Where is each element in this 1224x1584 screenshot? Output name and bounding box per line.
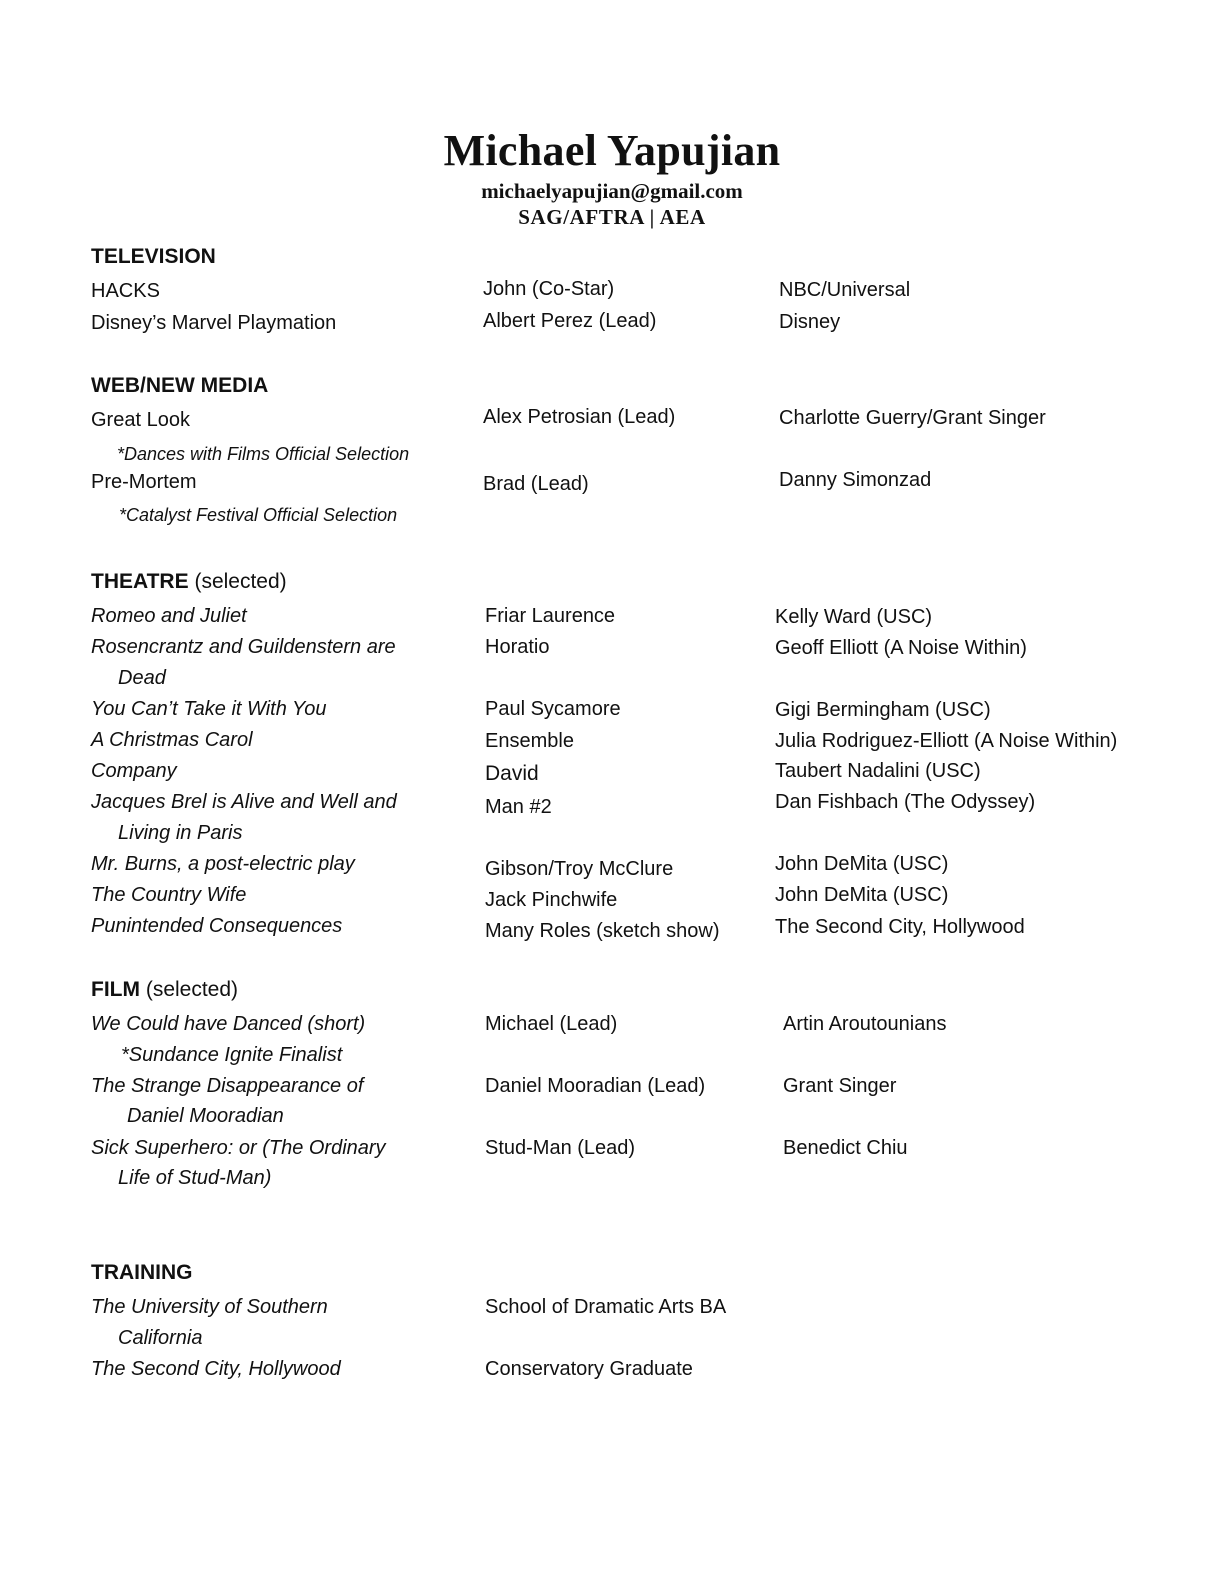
section-heading-web: WEB/NEW MEDIA: [91, 374, 269, 397]
theatre-role: Many Roles (sketch show): [485, 920, 720, 942]
tv-credit: Disney: [779, 311, 841, 333]
theatre-role: Gibson/Troy McClure: [485, 858, 674, 880]
section-heading-television: TELEVISION: [91, 245, 216, 268]
theatre-role: Friar Laurence: [485, 605, 616, 627]
section-subtitle: (selected): [145, 978, 239, 1001]
web-project: Pre-Mortem: [91, 471, 197, 493]
theatre-credit: John DeMita (USC): [775, 853, 949, 875]
film-credit: Grant Singer: [783, 1075, 897, 1097]
tv-role: Albert Perez (Lead): [483, 310, 657, 332]
tv-credit: NBC/Universal: [779, 279, 911, 301]
web-role: Alex Petrosian (Lead): [483, 406, 676, 428]
tv-project: Disney’s Marvel Playmation: [91, 312, 337, 334]
theatre-role: David: [485, 762, 539, 785]
theatre-project: Mr. Burns, a post-electric play: [91, 853, 355, 875]
section-heading-training: TRAINING: [91, 1261, 193, 1284]
tv-project: HACKS: [91, 280, 160, 302]
web-festival-note: *Catalyst Festival Official Selection: [119, 505, 398, 525]
film-project-continued: Daniel Mooradian: [127, 1105, 284, 1127]
theatre-role: Paul Sycamore: [485, 698, 621, 720]
film-credit: Benedict Chiu: [783, 1137, 908, 1159]
theatre-project: Romeo and Juliet: [91, 605, 247, 627]
theatre-role: Horatio: [485, 636, 550, 658]
theatre-project: Company: [91, 760, 177, 782]
training-program: School of Dramatic Arts BA: [485, 1296, 727, 1318]
film-festival-note: *Sundance Ignite Finalist: [121, 1044, 343, 1066]
theatre-credit: Gigi Bermingham (USC): [775, 699, 991, 721]
section-heading-film: [91, 976, 238, 1004]
theatre-credit: Taubert Nadalini (USC): [775, 760, 981, 782]
theatre-credit: Dan Fishbach (The Odyssey): [775, 791, 1036, 813]
section-heading-theatre: [91, 568, 287, 596]
section-subtitle: (selected): [194, 570, 287, 593]
training-school: The Second City, Hollywood: [91, 1358, 341, 1380]
film-project: Sick Superhero: or (The Ordinary: [91, 1137, 386, 1159]
training-school-continued: California: [118, 1327, 203, 1349]
web-credit: Charlotte Guerry/Grant Singer: [779, 407, 1046, 429]
theatre-project-continued: Dead: [118, 667, 166, 689]
web-credit: Danny Simonzad: [779, 469, 932, 491]
tv-role: John (Co-Star): [483, 278, 615, 300]
film-role: Daniel Mooradian (Lead): [485, 1075, 706, 1097]
theatre-project: The Country Wife: [91, 884, 247, 906]
contact-email: michaelyapujian@gmail.com: [481, 179, 743, 203]
training-school: The University of Southern: [91, 1296, 328, 1318]
section-title: FILM: [91, 978, 140, 1001]
theatre-project: Punintended Consequences: [91, 915, 343, 937]
resume-header: [0, 124, 1224, 230]
theatre-role: Man #2: [485, 796, 552, 818]
film-role: Michael (Lead): [485, 1013, 618, 1035]
theatre-project: Rosencrantz and Guildenstern are: [91, 636, 396, 658]
theatre-role: Ensemble: [485, 730, 574, 752]
theatre-project: A Christmas Carol: [91, 729, 253, 751]
theatre-project: You Can’t Take it With You: [91, 698, 327, 720]
section-title: THEATRE: [91, 570, 189, 593]
film-project-continued: Life of Stud-Man): [118, 1167, 272, 1189]
theatre-credit: Kelly Ward (USC): [775, 606, 933, 628]
theatre-project-continued: Living in Paris: [118, 822, 243, 844]
web-festival-note: *Dances with Films Official Selection: [117, 444, 410, 464]
actor-name: Michael Yapujian: [443, 126, 781, 175]
theatre-role: Jack Pinchwife: [485, 889, 618, 911]
theatre-credit: The Second City, Hollywood: [775, 916, 1025, 938]
film-project: The Strange Disappearance of: [91, 1075, 364, 1097]
union-affiliations: SAG/AFTRA | AEA: [518, 205, 706, 229]
film-role: Stud-Man (Lead): [485, 1137, 636, 1159]
web-role: Brad (Lead): [483, 473, 589, 495]
theatre-credit: Julia Rodriguez-Elliott (A Noise Within): [775, 730, 1118, 752]
theatre-credit: John DeMita (USC): [775, 884, 949, 906]
training-program: Conservatory Graduate: [485, 1358, 693, 1380]
film-project: We Could have Danced (short): [91, 1013, 366, 1035]
theatre-project: Jacques Brel is Alive and Well and: [91, 791, 397, 813]
film-credit: Artin Aroutounians: [783, 1013, 947, 1035]
theatre-credit: Geoff Elliott (A Noise Within): [775, 637, 1027, 659]
web-project: Great Look: [91, 409, 190, 431]
